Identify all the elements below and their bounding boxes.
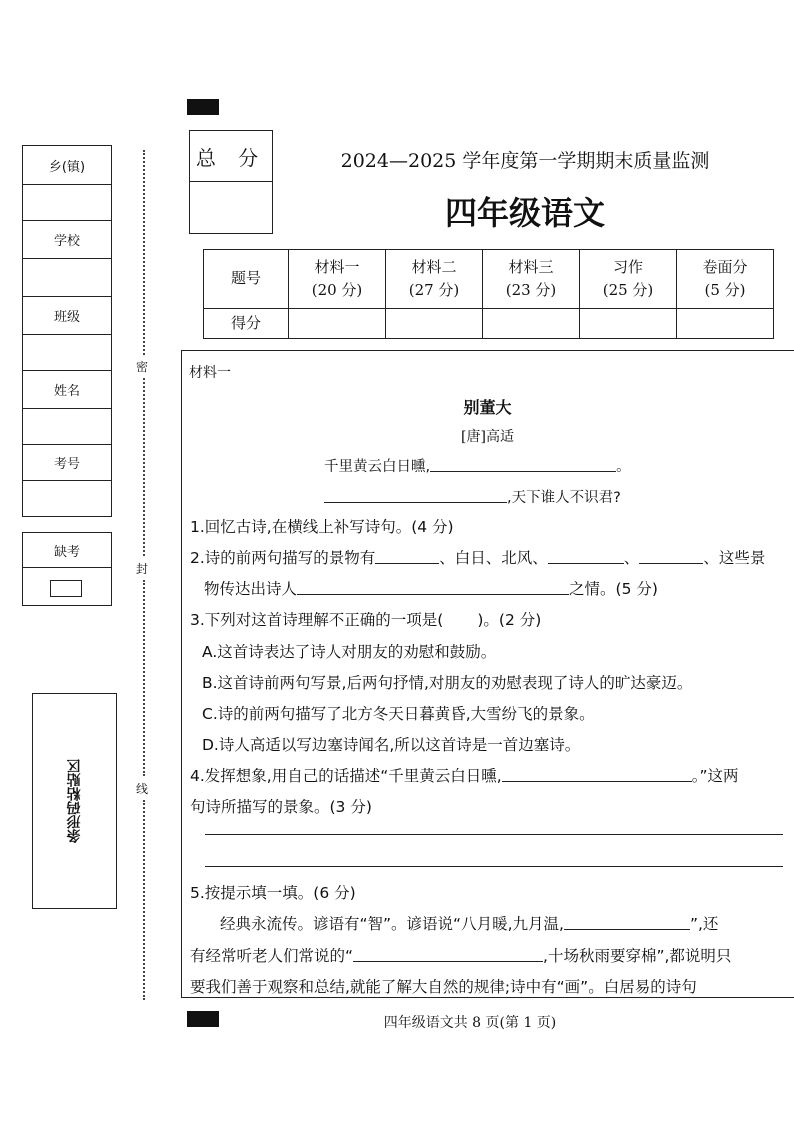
q5-line-2 (190, 944, 731, 966)
q3-option-d: D.诗人高适以写边塞诗闻名,所以这首诗是一首边塞诗。 (202, 736, 581, 754)
score-row-label: 得分 (204, 308, 289, 338)
poem-line-2 (324, 486, 621, 507)
q5-text: 经典永流传。谚语有“智”。谚语说“八月暖,九月温, (220, 915, 564, 933)
field-name-input[interactable] (22, 409, 112, 445)
field-school-input[interactable] (22, 259, 112, 297)
score-cell[interactable] (386, 308, 483, 338)
field-school-label: 学校 (53, 234, 80, 249)
score-column-name: 习作 (612, 257, 643, 276)
score-table-score-row (204, 308, 774, 338)
barcode-label: 条形码粘贴区 (66, 759, 83, 843)
score-column-points: (27 分) (408, 280, 460, 299)
page-footer: 四年级语文共 8 页(第 1 页) (383, 1015, 557, 1031)
poem-blank-1[interactable] (430, 456, 616, 472)
score-column-points: (5 分) (704, 280, 746, 299)
question-2-text: 之情。(5 分) (569, 580, 658, 598)
question-4 (190, 764, 738, 786)
seal-char-feng: 封 (136, 562, 149, 576)
absent-label-text: 缺考 (53, 544, 80, 560)
poem-author: [唐]高适 (461, 429, 514, 445)
score-column-name: 材料三 (508, 257, 554, 276)
seal-line-dots (143, 378, 145, 556)
q5-text: 有经常听老人们常说的“ (190, 947, 354, 965)
score-column (580, 250, 677, 309)
poem-line-1-end: 。 (616, 459, 631, 475)
question-4-cont: 句诗所描写的景象。(3 分) (190, 798, 372, 816)
field-exam-number-input[interactable] (22, 481, 112, 517)
poem-line-2-text: ,天下谁人不识君? (507, 490, 621, 506)
question-2-text: 、 (623, 549, 640, 567)
score-cell[interactable] (483, 308, 580, 338)
poem-line-1 (324, 455, 631, 476)
q3-option-a: A.这首诗表达了诗人对朋友的劝慰和鼓励。 (202, 643, 497, 661)
question-2-text: 、这些景 (703, 549, 766, 567)
seal-line-dots (143, 580, 145, 776)
exam-subject: 四年级语文 (444, 194, 605, 232)
score-table-header-row (204, 250, 774, 309)
question-4-text: 。”这两 (691, 767, 739, 785)
q3-option-b: B.这首诗前两句写景,后两句抒情,对朋友的劝慰表现了诗人的旷达豪迈。 (202, 674, 693, 692)
score-cell[interactable] (289, 308, 386, 338)
score-column-points: (20 分) (311, 280, 363, 299)
score-column-name: 材料二 (411, 257, 457, 276)
question-3-text: 3.下列对这首诗理解不正确的一项是( (190, 611, 444, 629)
q5-text: ,十场秋雨要穿棉”,都说明只 (543, 947, 732, 965)
q5-text: ”,还 (689, 915, 719, 933)
question-2-text: 2.诗的前两句描写的景物有 (190, 549, 376, 567)
score-column (289, 250, 386, 309)
question-2-text: 、白日、北风、 (439, 549, 548, 567)
q5-blank-1[interactable] (564, 914, 690, 930)
total-score-input[interactable] (190, 182, 272, 234)
q4-answer-line-1[interactable] (205, 834, 783, 835)
total-score-label: 总 分 (190, 131, 272, 182)
field-exam-number (22, 445, 112, 481)
field-class (22, 297, 112, 335)
question-3-text: )。(2 分) (477, 611, 542, 629)
exam-title: 2024—2025 学年度第一学期期末质量监测 (340, 150, 710, 172)
q5-line-3: 要我们善于观察和总结,就能了解大自然的规律;诗中有“画”。白居易的诗句 (190, 978, 697, 996)
field-town-input[interactable] (22, 185, 112, 221)
question-2-text: 物传达出诗人 (204, 580, 298, 598)
field-class-label: 班级 (53, 310, 80, 325)
seal-line-dots (143, 800, 145, 1000)
q2-blank-2[interactable] (548, 548, 624, 564)
question-1: 1.回忆古诗,在横线上补写诗句。(4 分) (190, 518, 454, 536)
q3-option-c: C.诗的前两句描写了北方冬天日暮黄昏,大雪纷飞的景象。 (202, 705, 595, 723)
q2-blank-4[interactable] (297, 579, 569, 595)
field-school (22, 221, 112, 259)
score-column-points: (23 分) (505, 280, 557, 299)
seal-char-xian: 线 (136, 782, 149, 796)
question-5: 5.按提示填一填。(6 分) (190, 884, 356, 902)
question-2-cont (204, 577, 658, 599)
question-4-text: 4.发挥想象,用自己的话描述“千里黄云白日曛, (190, 767, 502, 785)
field-town-label: 乡(镇) (48, 159, 86, 175)
poem-blank-2[interactable] (324, 487, 507, 503)
score-column-points: (25 分) (602, 280, 654, 299)
field-name (22, 371, 112, 409)
field-exam-number-label: 考号 (53, 457, 80, 472)
q4-blank[interactable] (502, 766, 692, 782)
registration-mark-top (187, 99, 219, 115)
score-column (386, 250, 483, 309)
absent-checkbox[interactable] (50, 580, 82, 597)
score-column (483, 250, 580, 309)
field-class-input[interactable] (22, 335, 112, 371)
seal-line-dots (143, 150, 145, 355)
question-2 (190, 546, 765, 568)
question-3 (190, 608, 541, 630)
material-label: 材料一 (189, 365, 231, 381)
score-column-name: 卷面分 (702, 257, 748, 276)
q4-answer-line-2[interactable] (205, 866, 783, 867)
q5-blank-2[interactable] (353, 946, 543, 962)
score-table-row-header: 题号 (204, 250, 289, 309)
poem-title: 别董大 (463, 398, 512, 417)
score-column (677, 250, 774, 309)
score-table (203, 249, 774, 339)
field-name-label: 姓名 (53, 384, 80, 399)
absent-label (22, 532, 112, 568)
score-cell[interactable] (677, 308, 774, 338)
total-score-box (189, 130, 273, 234)
seal-char-mi: 密 (136, 360, 149, 374)
poem-line-1-text: 千里黄云白日曛, (324, 459, 431, 475)
score-cell[interactable] (580, 308, 677, 338)
q5-line-1 (220, 912, 718, 934)
q2-blank-3[interactable] (639, 548, 703, 564)
field-town (22, 145, 112, 185)
q2-blank-1[interactable] (375, 548, 439, 564)
score-column-name: 材料一 (314, 257, 360, 276)
